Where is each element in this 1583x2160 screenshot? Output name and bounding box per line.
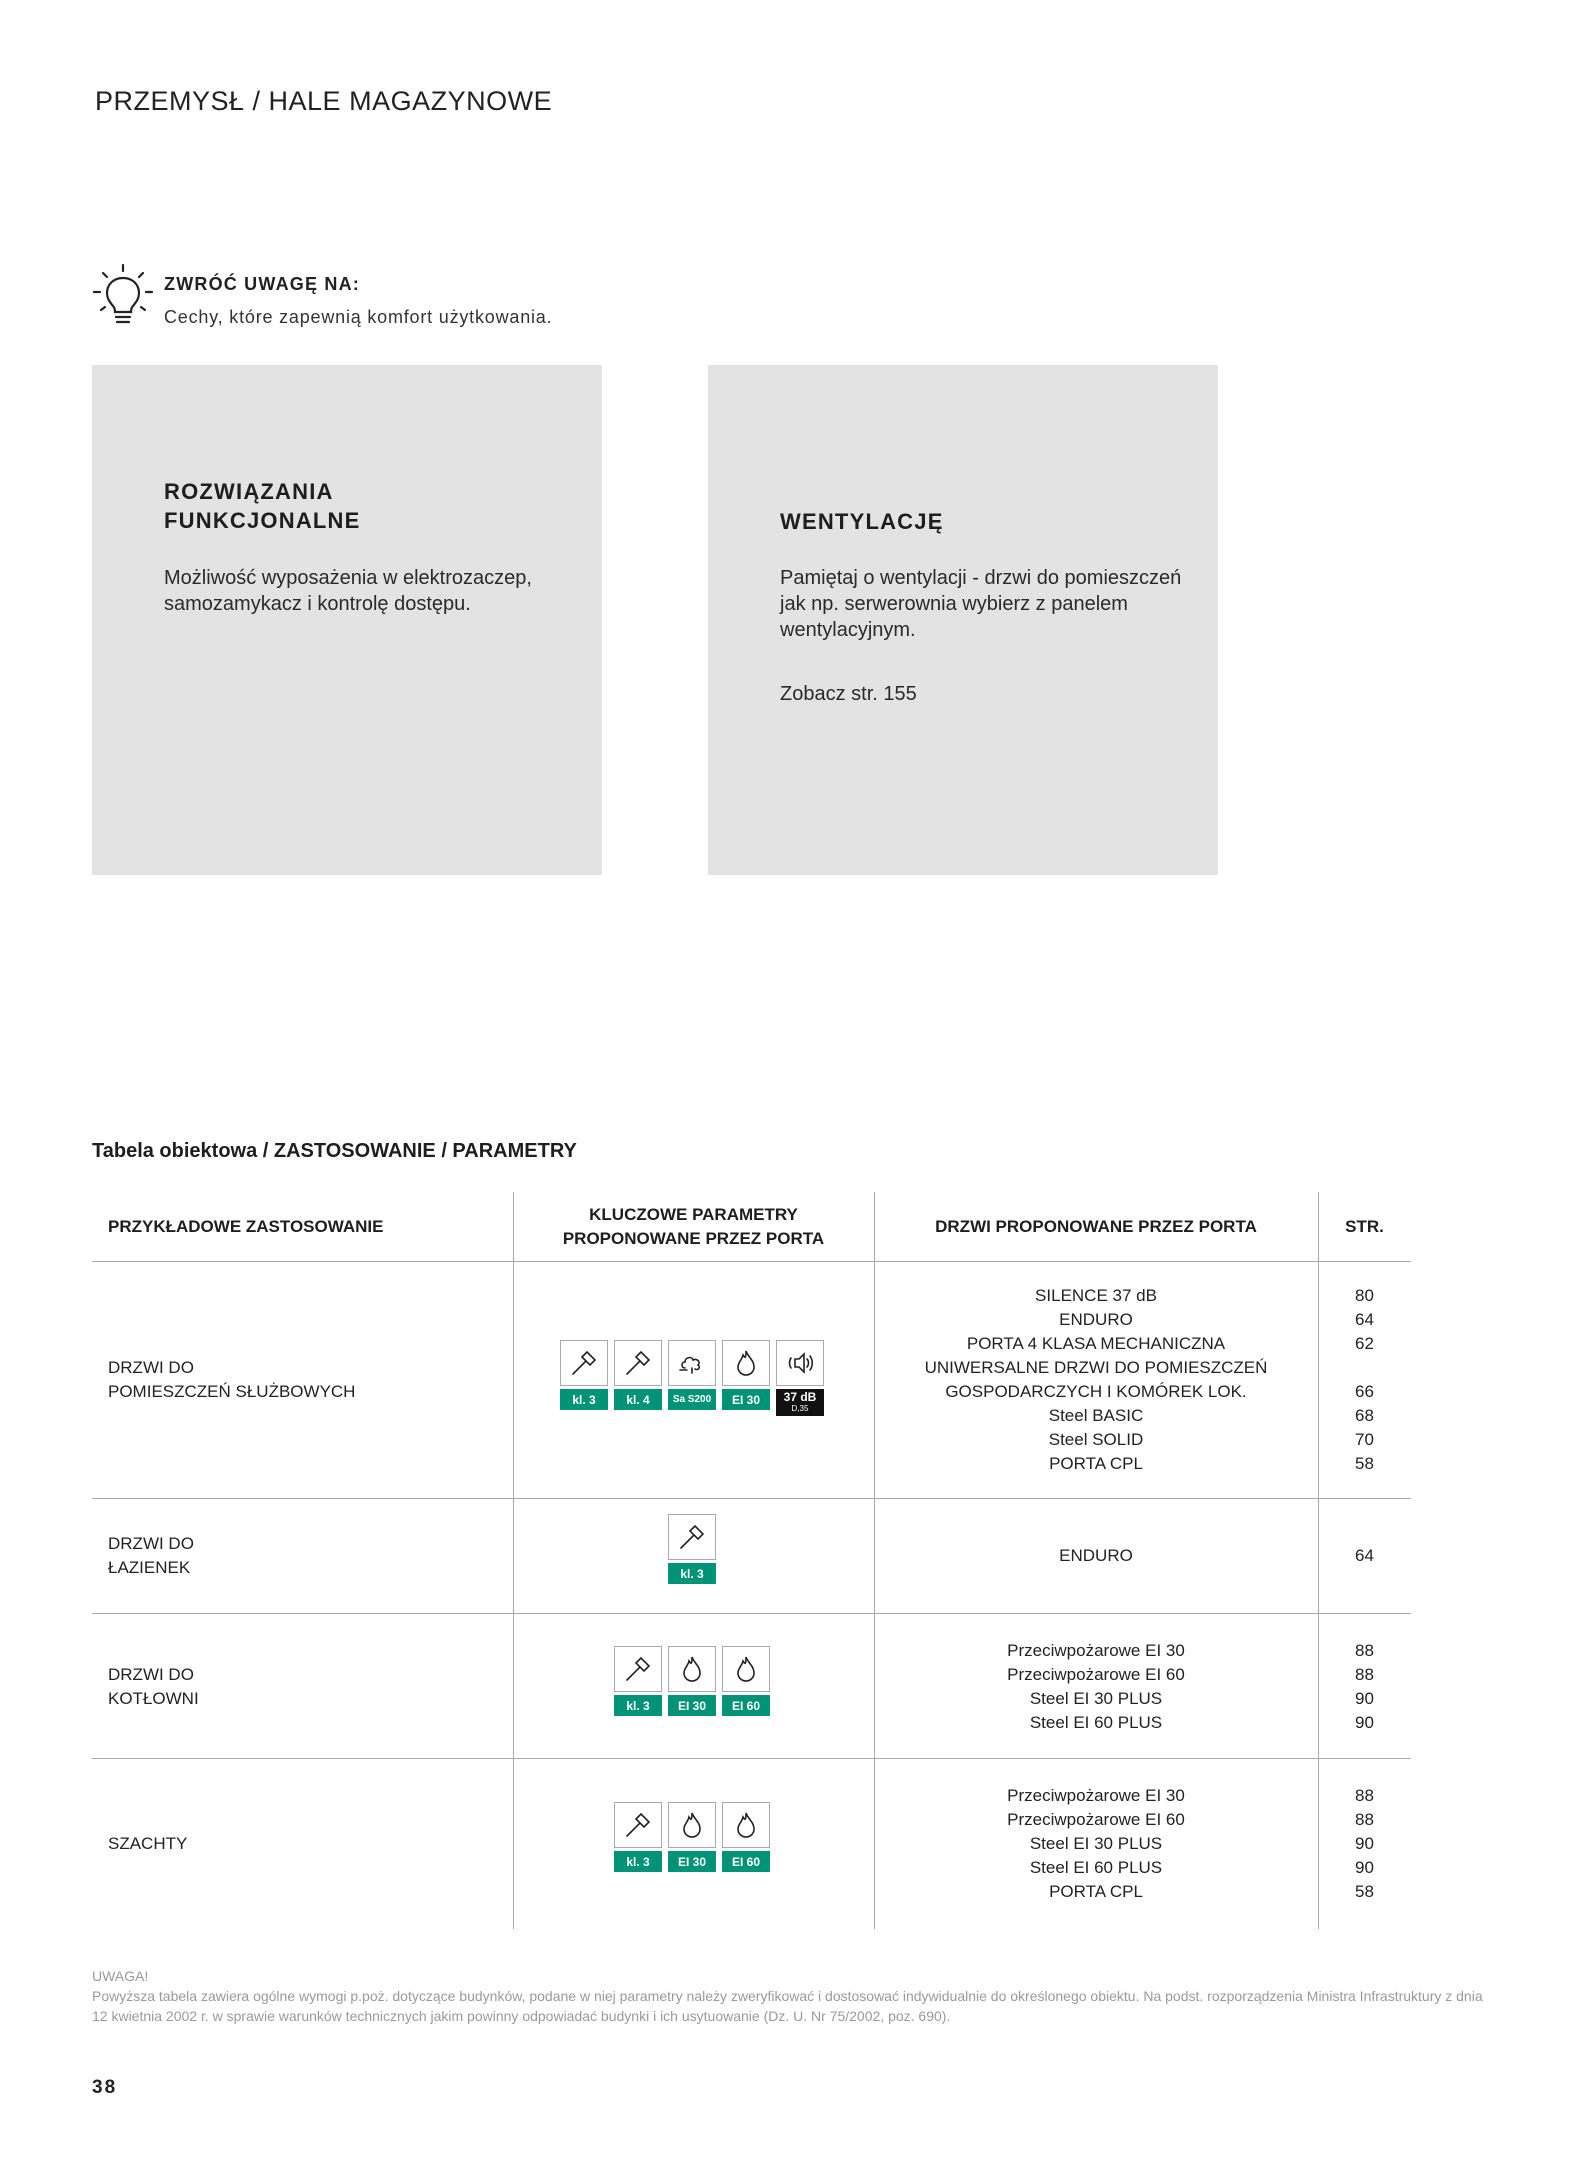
row-divider bbox=[92, 1758, 1411, 1759]
page-ref: 88 bbox=[1355, 1665, 1374, 1684]
doors-cell bbox=[874, 1784, 1318, 1904]
flame-icon bbox=[731, 1348, 761, 1378]
column-divider bbox=[513, 1192, 514, 1929]
page-ref-empty bbox=[1318, 1356, 1411, 1380]
acoustic-badge bbox=[776, 1340, 824, 1416]
card-title bbox=[164, 477, 361, 535]
use-line: ŁAZIENEK bbox=[108, 1558, 191, 1577]
page-ref: 90 bbox=[1355, 1858, 1374, 1877]
fire-badge bbox=[668, 1646, 716, 1716]
fire-badge bbox=[668, 1802, 716, 1872]
flame-icon bbox=[677, 1810, 707, 1840]
params-badges bbox=[614, 1646, 770, 1716]
page-ref: 88 bbox=[1355, 1810, 1374, 1829]
smoke-badge bbox=[668, 1340, 716, 1416]
door-item: Przeciwpożarowe EI 30 bbox=[1007, 1786, 1185, 1805]
door-item: Przeciwpożarowe EI 30 bbox=[1007, 1641, 1185, 1660]
header-params-line: PROPONOWANE PRZEZ PORTA bbox=[562, 1229, 825, 1248]
burglar-class-badge bbox=[614, 1340, 662, 1416]
hammer-icon bbox=[623, 1654, 653, 1684]
object-table bbox=[92, 1192, 1411, 1929]
row-divider bbox=[92, 1498, 1411, 1499]
page-ref: 90 bbox=[1355, 1834, 1374, 1853]
door-item: UNIWERSALNE DRZWI DO POMIESZCZEŃ bbox=[924, 1358, 1268, 1377]
hammer-icon bbox=[677, 1522, 707, 1552]
lightbulb-icon bbox=[92, 262, 154, 328]
use-cell bbox=[108, 1663, 199, 1711]
use-line: KOTŁOWNI bbox=[108, 1689, 199, 1708]
badge-label: kl. 3 bbox=[614, 1695, 662, 1716]
fire-badge bbox=[722, 1802, 770, 1872]
card-title-line: ROZWIĄZANIA bbox=[164, 479, 334, 504]
door-item: Steel EI 30 PLUS bbox=[1029, 1689, 1163, 1708]
card-body: Możliwość wyposażenia w elektrozaczep, samozamykacz i kontrolę dostępu. bbox=[164, 567, 532, 615]
burglar-class-badge bbox=[668, 1514, 716, 1584]
params-badges bbox=[668, 1514, 716, 1584]
door-item: Steel BASIC bbox=[1048, 1406, 1144, 1425]
use-line: DRZWI DO bbox=[108, 1534, 194, 1553]
door-item: Przeciwpożarowe EI 60 bbox=[1007, 1665, 1185, 1684]
page-ref: 58 bbox=[1355, 1454, 1374, 1473]
door-item: Steel EI 60 PLUS bbox=[1029, 1858, 1163, 1877]
card-ventilation bbox=[708, 365, 1218, 875]
door-item: Steel EI 30 PLUS bbox=[1029, 1834, 1163, 1853]
doors-cell bbox=[874, 1544, 1318, 1568]
hammer-icon bbox=[623, 1348, 653, 1378]
page-number: 38 bbox=[92, 2077, 118, 2098]
burglar-class-badge bbox=[614, 1646, 662, 1716]
badge-label: EI 30 bbox=[722, 1389, 770, 1410]
header-params bbox=[513, 1203, 874, 1251]
page-ref: 88 bbox=[1355, 1786, 1374, 1805]
table-title: Tabela obiektowa / ZASTOSOWANIE / PARAMETRY bbox=[92, 1140, 577, 1162]
fire-badge bbox=[722, 1340, 770, 1416]
door-item: PORTA CPL bbox=[1049, 1454, 1143, 1473]
acoustic-value: 37 dB bbox=[783, 1389, 817, 1404]
card-body: Pamiętaj o wentylacji - drzwi do pomieszczeń jak np. serwerownia wybierz z panelem wentylacyjnym. bbox=[780, 567, 1182, 641]
row-divider bbox=[92, 1261, 1411, 1262]
hammer-icon bbox=[623, 1810, 653, 1840]
acoustic-class: D,35 bbox=[791, 1403, 809, 1413]
pages-cell bbox=[1318, 1284, 1411, 1476]
smoke-icon bbox=[677, 1348, 707, 1378]
doors-cell bbox=[874, 1284, 1318, 1476]
use-cell: SZACHTY bbox=[108, 1834, 188, 1853]
door-item: Steel SOLID bbox=[1048, 1430, 1144, 1449]
page-ref: 64 bbox=[1355, 1310, 1374, 1329]
page-ref: 66 bbox=[1355, 1382, 1374, 1401]
flame-icon bbox=[731, 1810, 761, 1840]
door-item: Steel EI 60 PLUS bbox=[1029, 1713, 1163, 1732]
card-title: WENTYLACJĘ bbox=[780, 509, 944, 534]
use-line: POMIESZCZEŃ SŁUŻBOWYCH bbox=[108, 1382, 356, 1401]
card-functional bbox=[92, 365, 602, 875]
flame-icon bbox=[731, 1654, 761, 1684]
header-page: STR. bbox=[1345, 1217, 1384, 1236]
page-ref: 70 bbox=[1355, 1430, 1374, 1449]
burglar-class-badge bbox=[560, 1340, 608, 1416]
door-item: SILENCE 37 dB bbox=[1035, 1286, 1157, 1305]
card-title-line: FUNKCJONALNE bbox=[164, 508, 361, 533]
page-ref: 90 bbox=[1355, 1689, 1374, 1708]
header-doors: DRZWI PROPONOWANE PRZEZ PORTA bbox=[935, 1217, 1257, 1236]
page-ref: 58 bbox=[1355, 1882, 1374, 1901]
door-item: ENDURO bbox=[1059, 1310, 1133, 1329]
params-badges bbox=[614, 1802, 770, 1872]
header-params-line: KLUCZOWE PARAMETRY bbox=[589, 1205, 798, 1224]
badge-label: EI 60 bbox=[722, 1695, 770, 1716]
pages-cell bbox=[1318, 1784, 1411, 1904]
footnote-title: UWAGA! bbox=[92, 1968, 149, 1984]
speaker-icon bbox=[785, 1348, 815, 1378]
door-item: PORTA 4 KLASA MECHANICZNA bbox=[966, 1334, 1226, 1353]
tip-text: Cechy, które zapewnią komfort użytkowania. bbox=[164, 307, 553, 327]
page-ref: 90 bbox=[1355, 1713, 1374, 1732]
badge-label: Sa S200 bbox=[668, 1389, 716, 1410]
header-use: PRZYKŁADOWE ZASTOSOWANIE bbox=[108, 1217, 384, 1236]
fire-badge bbox=[722, 1646, 770, 1716]
badge-label: kl. 3 bbox=[614, 1851, 662, 1872]
badge-label: kl. 4 bbox=[614, 1389, 662, 1410]
badge-label: kl. 3 bbox=[560, 1389, 608, 1410]
pages-cell bbox=[1318, 1639, 1411, 1735]
door-item: Przeciwpożarowe EI 60 bbox=[1007, 1810, 1185, 1829]
door-item: ENDURO bbox=[1059, 1546, 1133, 1565]
page-ref: 68 bbox=[1355, 1406, 1374, 1425]
page-title: PRZEMYSŁ / HALE MAGAZYNOWE bbox=[95, 86, 553, 116]
pages-cell bbox=[1318, 1544, 1411, 1568]
page-ref: 62 bbox=[1355, 1334, 1374, 1353]
badge-label: EI 60 bbox=[722, 1851, 770, 1872]
use-line: DRZWI DO bbox=[108, 1358, 194, 1377]
use-line: DRZWI DO bbox=[108, 1665, 194, 1684]
flame-icon bbox=[677, 1654, 707, 1684]
doors-cell bbox=[874, 1639, 1318, 1735]
burglar-class-badge bbox=[614, 1802, 662, 1872]
door-item: PORTA CPL bbox=[1049, 1882, 1143, 1901]
footnote-text: Powyższa tabela zawiera ogólne wymogi p.poż. dotyczące budynków, podane w niej parametry należy zweryfikować i dostosować indywidualnie do określonego obiektu. Na podst. rozporządzenia Ministra Infrastruktury z dnia 12 kwietnia 2002 r. w sprawie warunków technicznych jakim powinny odpowiadać budynki i ich usytuowanie (Dz. U. Nr 75/2002, poz. 690). bbox=[92, 1988, 1483, 2024]
params-badges bbox=[560, 1340, 824, 1416]
use-cell bbox=[108, 1356, 355, 1404]
footnote bbox=[92, 1966, 1492, 2026]
badge-label bbox=[776, 1389, 824, 1416]
door-item: GOSPODARCZYCH I KOMÓREK LOK. bbox=[945, 1382, 1247, 1401]
page-ref: 80 bbox=[1355, 1286, 1374, 1305]
badge-label: kl. 3 bbox=[668, 1563, 716, 1584]
card-ref: Zobacz str. 155 bbox=[780, 683, 917, 705]
row-divider bbox=[92, 1613, 1411, 1614]
hammer-icon bbox=[569, 1348, 599, 1378]
badge-label: EI 30 bbox=[668, 1851, 716, 1872]
page-ref: 88 bbox=[1355, 1641, 1374, 1660]
tip-heading: ZWRÓĆ UWAGĘ NA: bbox=[164, 274, 360, 294]
badge-label: EI 30 bbox=[668, 1695, 716, 1716]
page-ref: 64 bbox=[1355, 1546, 1374, 1565]
use-cell bbox=[108, 1532, 194, 1580]
